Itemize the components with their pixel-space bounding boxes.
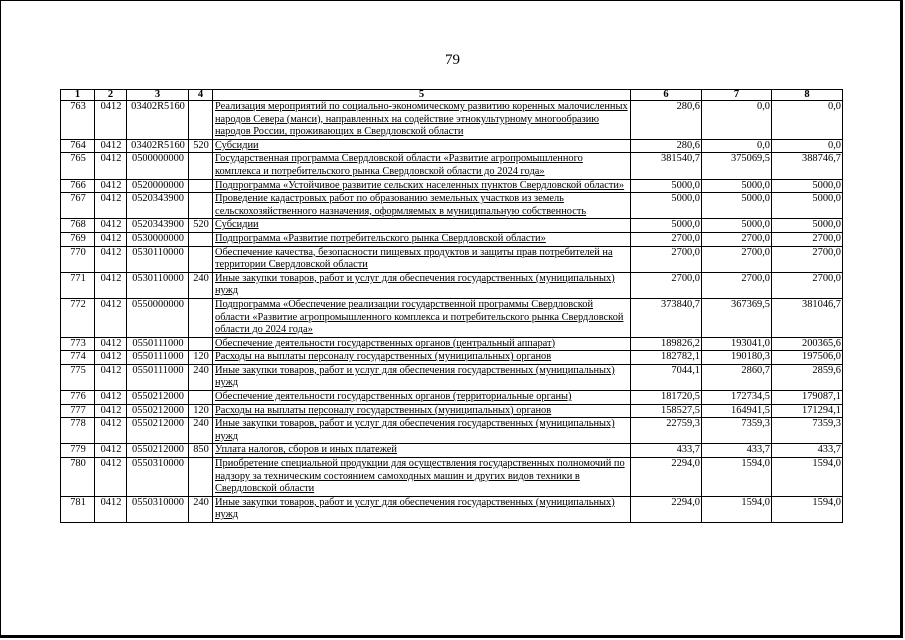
amount-col8-cell: 171294,1 xyxy=(772,404,843,418)
budget-table xyxy=(60,89,843,523)
row-number-cell: 776 xyxy=(61,391,95,405)
amount-col8-cell: 200365,6 xyxy=(772,337,843,351)
amount-col8-cell: 2859,6 xyxy=(772,364,843,390)
amount-col7-cell: 0,0 xyxy=(702,139,772,153)
amount-col6-cell: 2294,0 xyxy=(631,458,702,497)
expense-type-cell xyxy=(189,179,213,193)
expense-type-cell: 120 xyxy=(189,404,213,418)
row-number-cell: 766 xyxy=(61,179,95,193)
description-cell xyxy=(213,139,631,153)
amount-col7-cell: 2700,0 xyxy=(702,232,772,246)
description-cell xyxy=(213,219,631,233)
row-number-cell: 771 xyxy=(61,272,95,298)
amount-col6-cell: 280,6 xyxy=(631,139,702,153)
table-row xyxy=(61,232,843,246)
section-code-cell: 0412 xyxy=(95,153,127,179)
description-text: Реализация мероприятий по социально-экономическому развитию коренных малочисленных народов Севера (манси), направленных на содействие этнокультурному многообразию народов России, проживающих в Свердловской области xyxy=(215,101,628,138)
description-cell xyxy=(213,404,631,418)
table-row xyxy=(61,193,843,219)
amount-col7-cell: 164941,5 xyxy=(702,404,772,418)
expense-type-cell xyxy=(189,391,213,405)
row-number-cell: 763 xyxy=(61,101,95,140)
expense-type-cell: 240 xyxy=(189,496,213,522)
amount-col6-cell: 5000,0 xyxy=(631,219,702,233)
row-number-cell: 777 xyxy=(61,404,95,418)
section-code-cell: 0412 xyxy=(95,179,127,193)
expense-type-cell xyxy=(189,153,213,179)
column-header: 3 xyxy=(127,90,189,101)
description-text: Обеспечение деятельности государственных органов (центральный аппарат) xyxy=(215,337,556,349)
description-cell xyxy=(213,246,631,272)
table-row xyxy=(61,404,843,418)
table-row xyxy=(61,101,843,140)
table-row xyxy=(61,219,843,233)
description-cell xyxy=(213,458,631,497)
description-cell xyxy=(213,444,631,458)
expense-type-cell xyxy=(189,101,213,140)
description-text: Обеспечение деятельности государственных органов (территориальные органы) xyxy=(215,391,572,403)
description-cell xyxy=(213,418,631,444)
amount-col7-cell: 2700,0 xyxy=(702,246,772,272)
row-number-cell: 772 xyxy=(61,298,95,337)
amount-col6-cell: 2700,0 xyxy=(631,272,702,298)
target-article-cell: 0550212000 xyxy=(127,444,189,458)
target-article-cell: 0530000000 xyxy=(127,232,189,246)
table-row xyxy=(61,298,843,337)
description-cell xyxy=(213,272,631,298)
target-article-cell: 0520000000 xyxy=(127,179,189,193)
amount-col6-cell: 2700,0 xyxy=(631,246,702,272)
description-cell xyxy=(213,351,631,365)
row-number-cell: 780 xyxy=(61,458,95,497)
amount-col6-cell: 158527,5 xyxy=(631,404,702,418)
table-row xyxy=(61,418,843,444)
target-article-cell: 0550212000 xyxy=(127,404,189,418)
section-code-cell: 0412 xyxy=(95,337,127,351)
table-row xyxy=(61,179,843,193)
amount-col8-cell: 5000,0 xyxy=(772,193,843,219)
column-header: 1 xyxy=(61,90,95,101)
target-article-cell: 0520343900 xyxy=(127,193,189,219)
description-cell xyxy=(213,153,631,179)
amount-col7-cell: 1594,0 xyxy=(702,496,772,522)
description-text: Приобретение специальной продукции для осуществления государственных полномочий по надзору за техническим состоянием самоходных машин и других видов техники в Свердловской области xyxy=(215,458,625,495)
row-number-cell: 770 xyxy=(61,246,95,272)
target-article-cell: 0550212000 xyxy=(127,391,189,405)
description-cell xyxy=(213,193,631,219)
amount-col7-cell: 2860,7 xyxy=(702,364,772,390)
expense-type-cell: 850 xyxy=(189,444,213,458)
table-row xyxy=(61,337,843,351)
amount-col6-cell: 280,6 xyxy=(631,101,702,140)
amount-col6-cell: 182782,1 xyxy=(631,351,702,365)
description-text: Субсидии xyxy=(215,219,259,231)
table-row xyxy=(61,458,843,497)
column-header: 4 xyxy=(189,90,213,101)
row-number-cell: 781 xyxy=(61,496,95,522)
amount-col6-cell: 7044,1 xyxy=(631,364,702,390)
column-header: 5 xyxy=(213,90,631,101)
target-article-cell: 0530110000 xyxy=(127,272,189,298)
target-article-cell: 0520343900 xyxy=(127,219,189,233)
amount-col7-cell: 5000,0 xyxy=(702,193,772,219)
table-row xyxy=(61,272,843,298)
amount-col6-cell: 189826,2 xyxy=(631,337,702,351)
amount-col7-cell: 375069,5 xyxy=(702,153,772,179)
description-text: Государственная программа Свердловской области «Развитие агропромышленного комплекса и потребительского рынка Свердловской области до 2024 года» xyxy=(215,153,583,177)
amount-col8-cell: 381046,7 xyxy=(772,298,843,337)
amount-col7-cell: 0,0 xyxy=(702,101,772,140)
description-text: Расходы на выплаты персоналу государственных (муниципальных) органов xyxy=(215,404,552,416)
description-text: Расходы на выплаты персоналу государственных (муниципальных) органов xyxy=(215,351,552,363)
section-code-cell: 0412 xyxy=(95,404,127,418)
amount-col6-cell: 22759,3 xyxy=(631,418,702,444)
amount-col7-cell: 1594,0 xyxy=(702,458,772,497)
target-article-cell: 0530110000 xyxy=(127,246,189,272)
section-code-cell: 0412 xyxy=(95,246,127,272)
row-number-cell: 767 xyxy=(61,193,95,219)
expense-type-cell xyxy=(189,232,213,246)
amount-col8-cell: 1594,0 xyxy=(772,458,843,497)
expense-type-cell xyxy=(189,337,213,351)
header-row xyxy=(61,90,843,101)
amount-col8-cell: 5000,0 xyxy=(772,219,843,233)
expense-type-cell: 120 xyxy=(189,351,213,365)
section-code-cell: 0412 xyxy=(95,418,127,444)
amount-col7-cell: 433,7 xyxy=(702,444,772,458)
column-header: 8 xyxy=(772,90,843,101)
row-number-cell: 774 xyxy=(61,351,95,365)
amount-col7-cell: 5000,0 xyxy=(702,219,772,233)
target-article-cell: 0550000000 xyxy=(127,298,189,337)
table-row xyxy=(61,153,843,179)
column-header: 2 xyxy=(95,90,127,101)
target-article-cell: 0550212000 xyxy=(127,418,189,444)
amount-col6-cell: 373840,7 xyxy=(631,298,702,337)
table-row xyxy=(61,391,843,405)
amount-col8-cell: 7359,3 xyxy=(772,418,843,444)
amount-col8-cell: 2700,0 xyxy=(772,232,843,246)
target-article-cell: 03402R5160 xyxy=(127,139,189,153)
section-code-cell: 0412 xyxy=(95,458,127,497)
target-article-cell: 0550111000 xyxy=(127,364,189,390)
amount-col6-cell: 5000,0 xyxy=(631,193,702,219)
amount-col8-cell: 0,0 xyxy=(772,101,843,140)
page-number: 79 xyxy=(445,52,460,68)
amount-col7-cell: 5000,0 xyxy=(702,179,772,193)
table-row xyxy=(61,351,843,365)
amount-col7-cell: 172734,5 xyxy=(702,391,772,405)
description-text: Подпрограмма «Развитие потребительского рынка Свердловской области» xyxy=(215,232,546,244)
section-code-cell: 0412 xyxy=(95,496,127,522)
section-code-cell: 0412 xyxy=(95,193,127,219)
description-text: Иные закупки товаров, работ и услуг для обеспечения государственных (муниципальных) нужд xyxy=(215,418,615,442)
amount-col8-cell: 197506,0 xyxy=(772,351,843,365)
table-row xyxy=(61,444,843,458)
expense-type-cell: 240 xyxy=(189,364,213,390)
amount-col8-cell: 5000,0 xyxy=(772,179,843,193)
description-text: Иные закупки товаров, работ и услуг для обеспечения государственных (муниципальных) нужд xyxy=(215,272,615,297)
amount-col8-cell: 1594,0 xyxy=(772,496,843,522)
row-number-cell: 773 xyxy=(61,337,95,351)
description-text: Уплата налогов, сборов и иных платежей xyxy=(215,444,397,456)
amount-col7-cell: 193041,0 xyxy=(702,337,772,351)
expense-type-cell xyxy=(189,298,213,337)
target-article-cell: 0550111000 xyxy=(127,337,189,351)
section-code-cell: 0412 xyxy=(95,364,127,390)
section-code-cell: 0412 xyxy=(95,391,127,405)
table-row xyxy=(61,246,843,272)
expense-type-cell xyxy=(189,458,213,497)
section-code-cell: 0412 xyxy=(95,444,127,458)
expense-type-cell xyxy=(189,193,213,219)
description-cell xyxy=(213,391,631,405)
section-code-cell: 0412 xyxy=(95,298,127,337)
column-header: 7 xyxy=(702,90,772,101)
description-cell xyxy=(213,337,631,351)
description-cell xyxy=(213,298,631,337)
section-code-cell: 0412 xyxy=(95,351,127,365)
section-code-cell: 0412 xyxy=(95,232,127,246)
table-row xyxy=(61,139,843,153)
row-number-cell: 768 xyxy=(61,219,95,233)
target-article-cell: 0550310000 xyxy=(127,496,189,522)
target-article-cell: 0550111000 xyxy=(127,351,189,365)
expense-type-cell: 520 xyxy=(189,219,213,233)
description-text: Иные закупки товаров, работ и услуг для обеспечения государственных (муниципальных) нужд xyxy=(215,496,615,521)
row-number-cell: 775 xyxy=(61,364,95,390)
target-article-cell: 0550310000 xyxy=(127,458,189,497)
amount-col6-cell: 433,7 xyxy=(631,444,702,458)
amount-col8-cell: 0,0 xyxy=(772,139,843,153)
description-cell xyxy=(213,179,631,193)
row-number-cell: 779 xyxy=(61,444,95,458)
section-code-cell: 0412 xyxy=(95,101,127,140)
expense-type-cell: 520 xyxy=(189,139,213,153)
target-article-cell: 03402R5160 xyxy=(127,101,189,140)
description-cell xyxy=(213,496,631,522)
target-article-cell: 0500000000 xyxy=(127,153,189,179)
section-code-cell: 0412 xyxy=(95,272,127,298)
description-text: Субсидии xyxy=(215,139,259,151)
table-body xyxy=(61,101,843,523)
amount-col6-cell: 181720,5 xyxy=(631,391,702,405)
amount-col8-cell: 2700,0 xyxy=(772,246,843,272)
description-text: Подпрограмма «Обеспечение реализации государственной программы Свердловской области «Развитие агропромышленного комплекса и потребительского рынка Свердловской области до 2024 года» xyxy=(215,298,624,336)
column-header: 6 xyxy=(631,90,702,101)
expense-type-cell: 240 xyxy=(189,272,213,298)
expense-type-cell: 240 xyxy=(189,418,213,444)
amount-col7-cell: 2700,0 xyxy=(702,272,772,298)
expense-type-cell xyxy=(189,246,213,272)
table-row xyxy=(61,496,843,522)
section-code-cell: 0412 xyxy=(95,219,127,233)
description-cell xyxy=(213,101,631,140)
amount-col8-cell: 2700,0 xyxy=(772,272,843,298)
description-cell xyxy=(213,364,631,390)
amount-col6-cell: 2294,0 xyxy=(631,496,702,522)
row-number-cell: 778 xyxy=(61,418,95,444)
table-row xyxy=(61,364,843,390)
description-text: Обеспечение качества, безопасности пищевых продуктов и защиты прав потребителей на территории Свердловской области xyxy=(215,246,613,271)
amount-col6-cell: 381540,7 xyxy=(631,153,702,179)
row-number-cell: 764 xyxy=(61,139,95,153)
row-number-cell: 769 xyxy=(61,232,95,246)
description-cell xyxy=(213,232,631,246)
description-text: Иные закупки товаров, работ и услуг для обеспечения государственных (муниципальных) нужд xyxy=(215,364,615,389)
amount-col8-cell: 433,7 xyxy=(772,444,843,458)
row-number-cell: 765 xyxy=(61,153,95,179)
amount-col7-cell: 7359,3 xyxy=(702,418,772,444)
section-code-cell: 0412 xyxy=(95,139,127,153)
description-text: Проведение кадастровых работ по образованию земельных участков из земель сельскохозяйственного назначения, оформляемых в муниципальную собственность xyxy=(215,193,587,217)
description-text: Подпрограмма «Устойчивое развитие сельских населенных пунктов Свердловской области» xyxy=(215,179,625,191)
amount-col8-cell: 388746,7 xyxy=(772,153,843,179)
amount-col7-cell: 367369,5 xyxy=(702,298,772,337)
amount-col6-cell: 5000,0 xyxy=(631,179,702,193)
amount-col7-cell: 190180,3 xyxy=(702,351,772,365)
amount-col6-cell: 2700,0 xyxy=(631,232,702,246)
amount-col8-cell: 179087,1 xyxy=(772,391,843,405)
